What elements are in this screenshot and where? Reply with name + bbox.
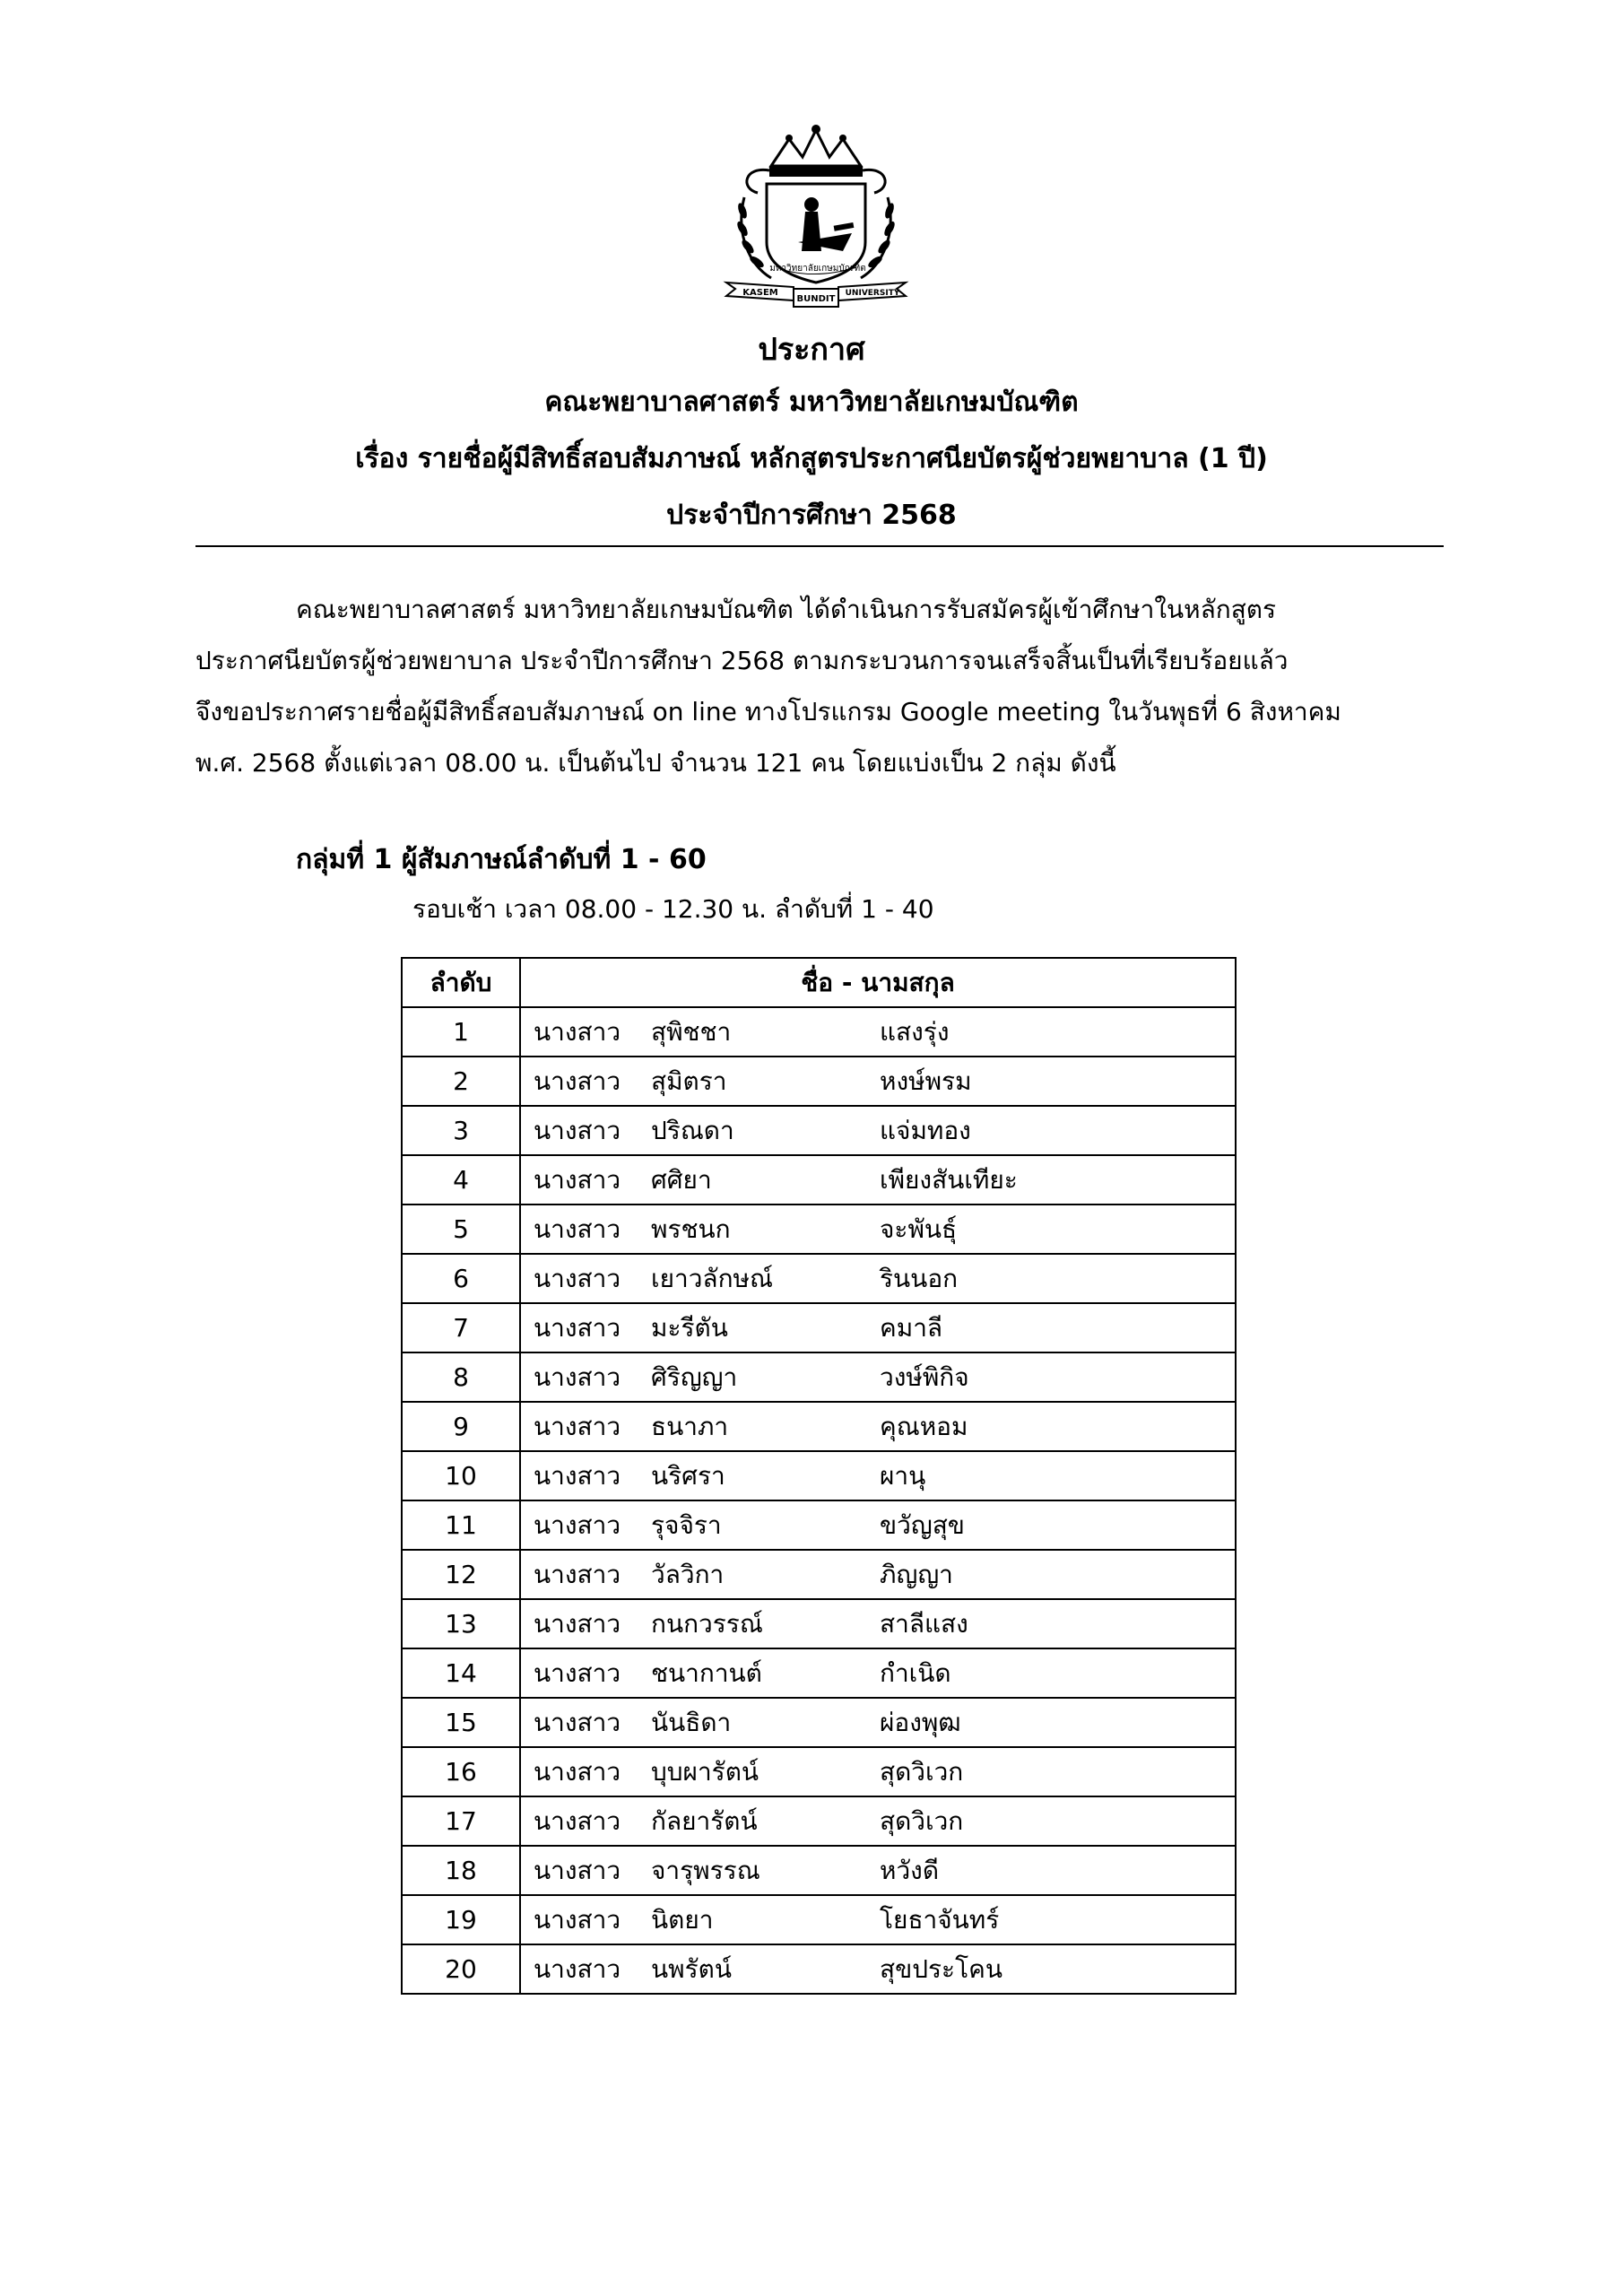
body-line-3: จึงขอประกาศรายชื่อผู้มีสิทธิ์สอบสัมภาษณ์ on line ทางโปรแกรม Google meeting ในวันพุธที่ 6 สิงหาคม <box>195 697 1341 726</box>
last-name: วงษ์พิกิจ <box>880 1361 969 1392</box>
academic-year: ประจำปีการศึกษา 2568 <box>666 500 957 531</box>
row-fullname <box>520 1599 1236 1648</box>
table-row <box>402 1796 1236 1846</box>
row-number: 3 <box>402 1106 520 1155</box>
last-name: คมาลี <box>880 1312 943 1343</box>
first-name: สุพิชชา <box>651 1016 732 1047</box>
last-name: สุดวิเวก <box>880 1756 964 1787</box>
row-fullname <box>520 1846 1236 1895</box>
first-name: บุบผารัตน์ <box>651 1756 759 1787</box>
table-header-row <box>402 958 1236 1007</box>
first-name: นริศรา <box>651 1460 725 1491</box>
university-logo <box>708 117 924 314</box>
row-number: 7 <box>402 1303 520 1352</box>
row-number: 6 <box>402 1254 520 1303</box>
last-name: รินนอก <box>880 1263 959 1293</box>
first-name: ธนาภา <box>651 1411 729 1441</box>
last-name: สุขประโคน <box>880 1953 1002 1984</box>
row-fullname <box>520 1007 1236 1057</box>
group-heading: กลุ่มที่ 1 ผู้สัมภาษณ์ลำดับที่ 1 - 60 <box>296 844 707 875</box>
first-name: ศิริญญา <box>651 1361 738 1392</box>
table-row <box>402 1007 1236 1057</box>
last-name: หวังดี <box>880 1855 940 1885</box>
name-prefix: นางสาว <box>534 1411 621 1441</box>
table-row <box>402 1155 1236 1205</box>
name-prefix: นางสาว <box>534 1805 621 1836</box>
announcement-title: ประกาศ <box>758 332 865 368</box>
row-fullname <box>520 1451 1236 1500</box>
row-fullname <box>520 1796 1236 1846</box>
table-row <box>402 1254 1236 1303</box>
name-prefix: นางสาว <box>534 1460 621 1491</box>
name-prefix: นางสาว <box>534 1213 621 1244</box>
body-line-1: คณะพยาบาลศาสตร์ มหาวิทยาลัยเกษมบัณฑิต ได้ดำเนินการรับสมัครผู้เข้าศึกษาในหลักสูตร <box>296 595 1277 624</box>
first-name: จารุพรรณ <box>651 1855 760 1885</box>
first-name: พรชนก <box>651 1213 731 1244</box>
first-name: วัลวิกา <box>651 1559 725 1589</box>
logo-ribbon-right-text: UNIVERSITY <box>845 289 900 298</box>
row-fullname <box>520 1500 1236 1550</box>
row-number: 2 <box>402 1057 520 1106</box>
candidate-table <box>401 957 1237 1995</box>
row-fullname <box>520 1352 1236 1402</box>
table-row <box>402 1057 1236 1106</box>
name-prefix: นางสาว <box>534 1904 621 1935</box>
logo-ribbon-center-text: BUNDIT <box>796 294 836 304</box>
name-prefix: นางสาว <box>534 1065 621 1096</box>
last-name: ผานุ <box>880 1460 926 1491</box>
name-prefix: นางสาว <box>534 1608 621 1639</box>
first-name: มะรีตัน <box>651 1312 728 1343</box>
row-fullname <box>520 1402 1236 1451</box>
name-prefix: นางสาว <box>534 1756 621 1787</box>
row-number: 16 <box>402 1747 520 1796</box>
last-name: แสงรุ่ง <box>880 1016 950 1047</box>
name-prefix: นางสาว <box>534 1016 621 1047</box>
last-name: แจ่มทอง <box>880 1115 971 1145</box>
table-row <box>402 1747 1236 1796</box>
first-name: กนกวรรณ์ <box>651 1608 763 1639</box>
table-row <box>402 1451 1236 1500</box>
row-fullname <box>520 1057 1236 1106</box>
table-row <box>402 1698 1236 1747</box>
name-prefix: นางสาว <box>534 1361 621 1392</box>
row-number: 9 <box>402 1402 520 1451</box>
row-number: 18 <box>402 1846 520 1895</box>
row-number: 8 <box>402 1352 520 1402</box>
row-number: 15 <box>402 1698 520 1747</box>
row-number: 5 <box>402 1205 520 1254</box>
row-number: 12 <box>402 1550 520 1599</box>
row-fullname <box>520 1944 1236 1994</box>
first-name: นันธิดา <box>651 1707 732 1737</box>
first-name: เยาวลักษณ์ <box>651 1263 773 1293</box>
last-name: จะพันธุ์ <box>880 1213 958 1244</box>
row-number: 4 <box>402 1155 520 1205</box>
header-divider <box>195 545 1444 547</box>
row-number: 1 <box>402 1007 520 1057</box>
table-row <box>402 1106 1236 1155</box>
body-line-2: ประกาศนียบัตรผู้ช่วยพยาบาล ประจำปีการศึกษา 2568 ตามกระบวนการจนเสร็จสิ้นเป็นที่เรียบร้อยแล้ว <box>195 646 1289 675</box>
row-fullname <box>520 1155 1236 1205</box>
row-fullname <box>520 1550 1236 1599</box>
row-number: 13 <box>402 1599 520 1648</box>
last-name: โยธาจันทร์ <box>880 1904 1000 1935</box>
row-fullname <box>520 1303 1236 1352</box>
table-row <box>402 1648 1236 1698</box>
name-prefix: นางสาว <box>534 1115 621 1145</box>
row-number: 14 <box>402 1648 520 1698</box>
table-row <box>402 1846 1236 1895</box>
row-fullname <box>520 1106 1236 1155</box>
row-number: 17 <box>402 1796 520 1846</box>
body-line-4: พ.ศ. 2568 ตั้งแต่เวลา 08.00 น. เป็นต้นไป จำนวน 121 คน โดยแบ่งเป็น 2 กลุ่ม ดังนี้ <box>195 748 1116 778</box>
first-name: กัลยารัตน์ <box>651 1805 758 1836</box>
last-name: ผ่องพุฒ <box>880 1707 961 1737</box>
table-row <box>402 1205 1236 1254</box>
name-prefix: นางสาว <box>534 1263 621 1293</box>
last-name: เพียงสันเทียะ <box>880 1164 1018 1195</box>
last-name: คุณหอม <box>880 1411 968 1441</box>
name-prefix: นางสาว <box>534 1657 621 1688</box>
table-body <box>402 1007 1236 1994</box>
name-prefix: นางสาว <box>534 1953 621 1984</box>
name-prefix: นางสาว <box>534 1559 621 1589</box>
row-fullname <box>520 1254 1236 1303</box>
row-fullname <box>520 1698 1236 1747</box>
table-row <box>402 1550 1236 1599</box>
announcement-subject: เรื่อง รายชื่อผู้มีสิทธิ์สอบสัมภาษณ์ หลักสูตรประกาศนียบัตรผู้ช่วยพยาบาล (1 ปี) <box>355 443 1268 474</box>
last-name: ขวัญสุข <box>880 1509 965 1540</box>
row-number: 11 <box>402 1500 520 1550</box>
last-name: กำเนิด <box>880 1657 951 1688</box>
name-prefix: นางสาว <box>534 1509 621 1540</box>
name-prefix: นางสาว <box>534 1855 621 1885</box>
logo-ribbon-left-text: KASEM <box>742 288 778 298</box>
table-row <box>402 1500 1236 1550</box>
first-name: ศศิยา <box>651 1164 712 1195</box>
table-row <box>402 1303 1236 1352</box>
table-row <box>402 1944 1236 1994</box>
row-number: 20 <box>402 1944 520 1994</box>
logo-arc-text: มหาวิทยาลัยเกษมบัณฑิต <box>769 264 866 274</box>
table-row <box>402 1402 1236 1451</box>
table-row <box>402 1352 1236 1402</box>
logo-emblem-icon <box>708 117 924 314</box>
first-name: สุมิตรา <box>651 1065 727 1096</box>
table-row <box>402 1895 1236 1944</box>
first-name: ปริณดา <box>651 1115 734 1145</box>
row-fullname <box>520 1205 1236 1254</box>
row-number: 19 <box>402 1895 520 1944</box>
row-fullname <box>520 1648 1236 1698</box>
last-name: สาลีแสง <box>880 1608 968 1639</box>
name-prefix: นางสาว <box>534 1164 621 1195</box>
last-name: ภิญญา <box>880 1559 953 1589</box>
row-fullname <box>520 1895 1236 1944</box>
first-name: รุจจิรา <box>651 1509 722 1540</box>
name-prefix: นางสาว <box>534 1312 621 1343</box>
name-prefix: นางสาว <box>534 1707 621 1737</box>
row-fullname <box>520 1747 1236 1796</box>
row-number: 10 <box>402 1451 520 1500</box>
session-info: รอบเช้า เวลา 08.00 - 12.30 น. ลำดับที่ 1 - 40 <box>412 894 934 924</box>
last-name: หงษ์พรม <box>880 1065 972 1096</box>
table-row <box>402 1599 1236 1648</box>
header-fullname: ชื่อ - นามสกุล <box>520 958 1236 1007</box>
first-name: นิตยา <box>651 1904 714 1935</box>
first-name: นพรัตน์ <box>651 1953 732 1984</box>
faculty-name: คณะพยาบาลศาสตร์ มหาวิทยาลัยเกษมบัณฑิต <box>544 387 1079 418</box>
first-name: ชนากานต์ <box>651 1657 762 1688</box>
header-number: ลำดับ <box>402 958 520 1007</box>
last-name: สุดวิเวก <box>880 1805 964 1836</box>
